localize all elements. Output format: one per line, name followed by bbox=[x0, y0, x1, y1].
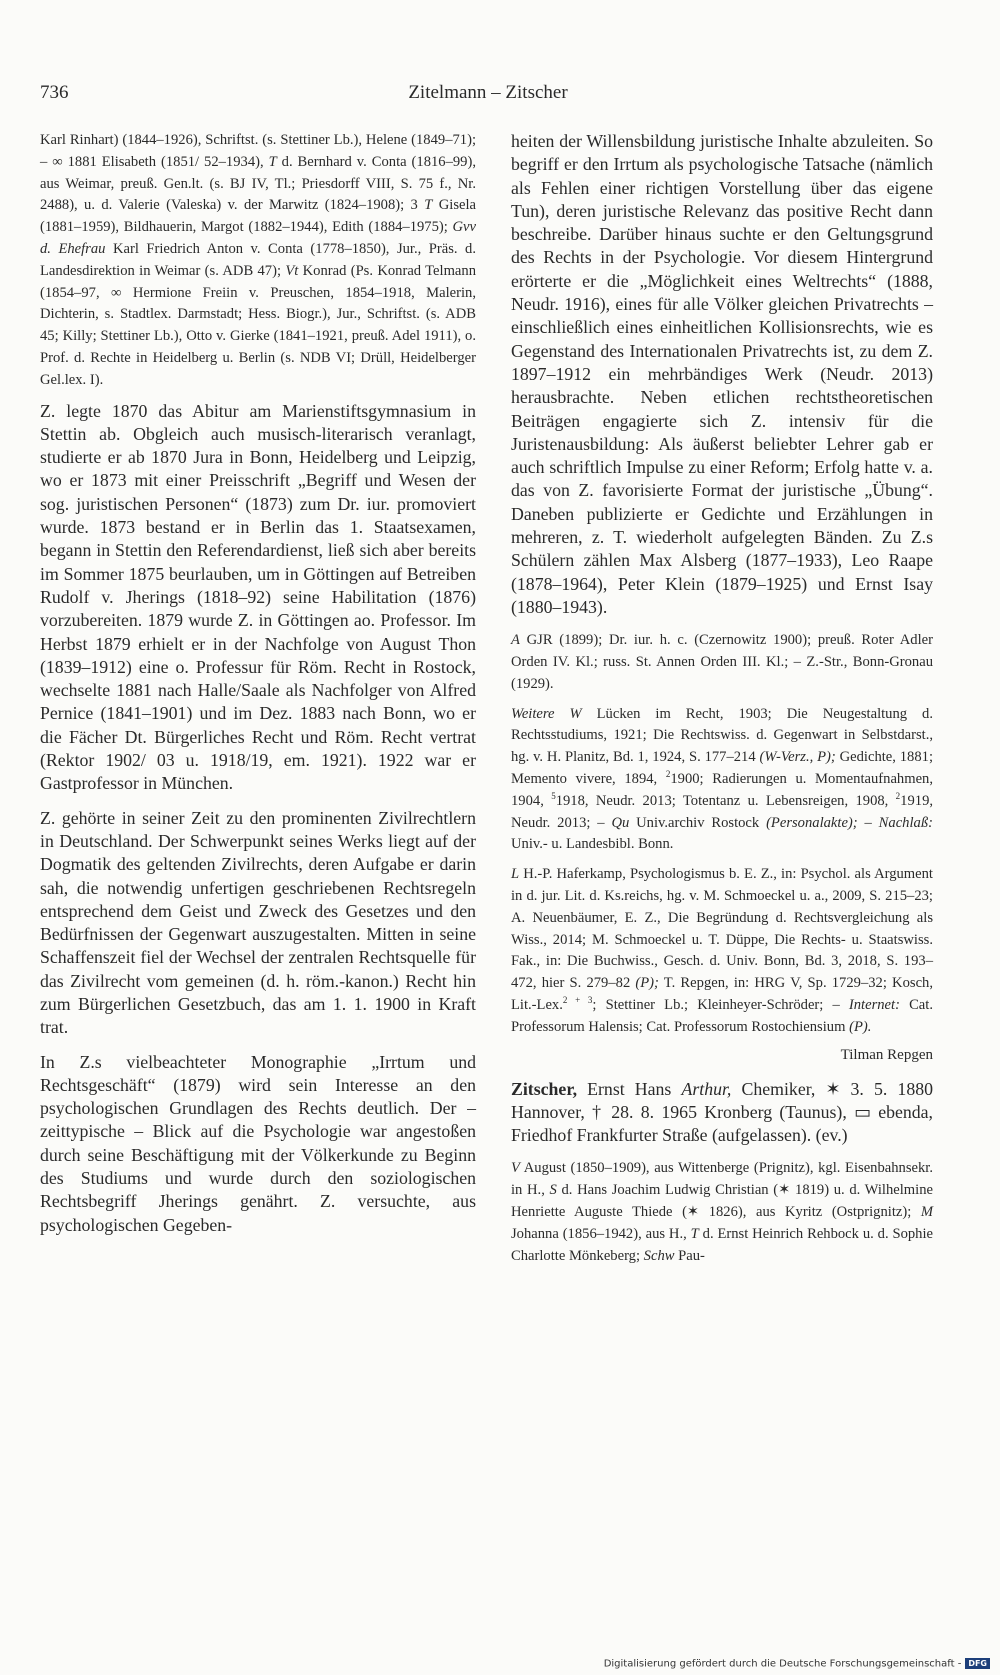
text-run: A bbox=[511, 632, 520, 649]
text-run: Univ.- u. Landesbibl. Bonn. bbox=[511, 836, 674, 853]
text-run: Vt bbox=[285, 262, 299, 279]
paragraph bbox=[40, 807, 476, 1040]
text-run: Gedichte, 1881; Memento vivere, 1894, bbox=[511, 749, 933, 788]
text-run: Pau- bbox=[674, 1247, 705, 1264]
text-run: M bbox=[920, 1204, 933, 1221]
text-run: Gisela (1881–1959), Bildhauerin, Margot (1882–1944), Edith (1884–1975); bbox=[40, 197, 477, 236]
text-run: Lücken im Recht, 1903; Die Neugestaltung d. Rechtsstudiums, 1921; Die Rechtswiss. d. Gegenwart in Selbstdarst., hg. v. H. Planitz, Bd. 1, 1924, S. 177–214 bbox=[511, 705, 933, 766]
page-header bbox=[40, 82, 936, 110]
text-run: (Personalakte); – Nachlaß: bbox=[766, 814, 933, 831]
paragraph bbox=[511, 1158, 933, 1267]
footer-text: Digitalisierung gefördert durch die Deutsche Forschungsgemeinschaft - bbox=[603, 1658, 962, 1669]
text-run: Ernst Hans bbox=[577, 1078, 682, 1099]
paragraph bbox=[40, 130, 476, 392]
text-run: Zitscher, bbox=[511, 1078, 578, 1099]
text-run: T bbox=[268, 153, 277, 170]
text-run: (P); bbox=[635, 975, 659, 992]
text-run: Karl Rinhart) (1844–1926), Schriftst. (s. Stettiner Lb.), Helene (1849–71); – ∞ 1881 Elisabeth (1851/ 52–1934), bbox=[40, 132, 476, 170]
text-run: In Z.s vielbeachteter Monographie „Irrtum und Rechtsgeschäft“ (1879) wird sein Interesse an den psychologischen Grundlagen des Rechts deutlich. Der – zeittypische – Blick auf die Psychologie war angestoßen durch seine Beschäftigung mit der Völkerkunde zu Beginn des Studiums und wurde durch den soziologischen Rechtsbegriff Jherings genährt. Z. versuchte, aus psychologischen Gegeben- bbox=[40, 1051, 476, 1235]
text-run: T bbox=[690, 1225, 699, 1242]
text-run: August (1850–1909), aus Wittenberge (Prignitz), kgl. Eisenbahnsekr. in H., bbox=[511, 1160, 933, 1199]
text-run: d. Bernhard v. Conta (1816–99), aus Weimar, preuß. Gen.lt. (s. BJ IV, Tl.; Priesdorff VIII, S. 75 f., Nr. 2488), u. d. Valerie (Valeska) v. der Marwitz (1824–1908); 3 bbox=[40, 153, 476, 214]
text-run: heiten der Willensbildung juristische Inhalte abzuleiten. So begriff er den Irrtum als psychologische Tatsache (nämlich als Fehlen einer richtigen Vorstellung über das eigene Tun), deren juristische Relevanz das positive Recht dann beschreibe. Darüber hinaus suchte er den Geltungsgrund des Rechts in der Psychologie. Vor diesem Hintergrund erörterte er die „Möglichkeit eines Weltrechts“ (1888, Neudr. 1916), eines für alle Völker gleichen Privatrechts – einschließlich eines einheitlichen Kollisionsrechts, wie es Gegenstand des Internationalen Privatrechts ist, zu dem Z. 1897–1912 ein mehrbändiges Werk (Neudr. 2013) herausbrachte. Neben etlichen rechtstheoretischen Beiträgen engagierte sich Z. intensiv für die Juristenausbildung: Als äußerst beliebter Lehrer gab er auch schriftlich Impulse zu einer Reform; Erfolg hatte v. a. das von Z. favorisierte Format der juristische „Übung“. Daneben publizierte er Gedichte und Erzählungen in mehreren, z. T. wiederholt aufgelegten Bänden. Zu Z.s Schülern zählen Max Alsberg (1877–1933), Leo Raape (1878–1964), Peter Klein (1879–1925) und Ernst Isay (1880–1943). bbox=[511, 131, 933, 617]
author-signature bbox=[511, 1047, 933, 1064]
text-run: 5 bbox=[551, 790, 556, 801]
right-column bbox=[511, 130, 933, 1275]
text-run: Johanna (1856–1942), aus H., bbox=[511, 1225, 691, 1242]
text-run: Internet: bbox=[848, 996, 900, 1013]
text-run: Univ.archiv Rostock bbox=[629, 814, 767, 831]
text-run: Tilman Repgen bbox=[840, 1046, 933, 1063]
text-run: Arthur, bbox=[681, 1078, 732, 1099]
paragraph bbox=[40, 1051, 476, 1237]
text-run: 1900; Radierungen u. Momentaufnahmen, 1904, bbox=[511, 771, 933, 809]
text-run: 1918, Neudr. 2013; Totentanz u. Lebensreigen, 1908, bbox=[555, 792, 896, 809]
text-run: 2 + 3 bbox=[562, 995, 593, 1006]
text-run: (P). bbox=[849, 1018, 872, 1035]
paragraph bbox=[511, 1078, 933, 1148]
paragraph bbox=[511, 704, 933, 857]
text-run: Schw bbox=[643, 1247, 675, 1264]
text-run: Gvv d. Ehefrau bbox=[40, 219, 476, 257]
text-run: T bbox=[424, 197, 433, 214]
text-run: T. Repgen, in: HRG V, Sp. 1729–32; Kosch, Lit.-Lex. bbox=[511, 975, 933, 1013]
dfg-logo-icon: DFG bbox=[965, 1658, 990, 1669]
page-number: 736 bbox=[40, 82, 69, 103]
text-run: S bbox=[549, 1182, 557, 1199]
left-column bbox=[40, 130, 476, 1248]
text-run: GJR (1899); Dr. iur. h. c. (Czernowitz 1900); preuß. Roter Adler Orden IV. Kl.; russ. St. Annen Orden III. Kl.; – Z.-Str., Bonn-Gronau (1929). bbox=[511, 632, 933, 692]
text-run: V bbox=[511, 1160, 520, 1177]
text-run: 1919, Neudr. 2013; – bbox=[511, 792, 934, 831]
text-run: Cat. Professorum Halensis; Cat. Professorum Rostochiensium bbox=[511, 996, 933, 1035]
text-run: Konrad (Ps. Konrad Telmann (1854–97, ∞ Hermione Freiin v. Preuschen, 1854–1918, Malerin, Dichterin, s. Stadtlex. Darmstadt; Hess. Biogr.), Jur., Schriftst. (s. ADB 45; Killy; Stettiner Lb.), Otto v. Gierke (1841–1921, preuß. Adel 1911), o. Prof. d. Rechte in Heidelberg u. Berlin (s. NDB VI; Drüll, Heidelberger Gel.lex. I). bbox=[40, 262, 476, 388]
paragraph bbox=[40, 400, 476, 796]
dfg-footer bbox=[604, 1658, 990, 1670]
text-run: Weitere W bbox=[511, 705, 582, 722]
text-run: Karl Friedrich Anton v. Conta (1778–1850), Jur., Präs. d. Landesdirektion in Weimar (s. ADB 47); bbox=[40, 240, 476, 279]
paragraph bbox=[511, 630, 933, 695]
text-run: d. Hans Joachim Ludwig Christian (✶ 1819) u. d. Wilhelmine Henriette Auguste Thiede (✶ 1826), aus Kyritz (Ostprignitz); bbox=[511, 1182, 933, 1221]
text-run: d. Ernst Heinrich Rehbock u. d. Sophie Charlotte Mönkeberg; bbox=[511, 1225, 934, 1264]
text-run: ; Stettiner Lb.; Kleinheyer-Schröder; – bbox=[592, 996, 849, 1013]
text-run: Qu bbox=[611, 814, 630, 831]
paragraph bbox=[511, 864, 933, 1038]
text-run: Z. gehörte in seiner Zeit zu den prominenten Zivilrechtlern in Deutschland. Der Schwerpunkt seines Werks liegt auf der Dogmatik des geltenden Zivilrechts, deren Aufgabe er darin sah, die notwendig unfertigen geschriebenen Rechtsregeln entsprechend dem Geist und Zweck des Gesetzes und den Bedürfnissen der Gegenwart auszugestalten. Mitten in seine Schaffenszeit fiel der Wechsel der zentralen Rechtsquelle für das Zivilrecht vom gemeinen (d. h. röm.-kanon.) Recht hin zum Bürgerlichen Gesetzbuch, das am 1. 1. 1900 in Kraft trat. bbox=[40, 807, 476, 1038]
text-run: Chemiker, ✶ 3. 5. 1880 Hannover, † 28. 8. 1965 Kronberg (Taunus), ▭ ebenda, Friedhof Frankfurter Straße (aufgelassen). (ev.) bbox=[511, 1078, 933, 1146]
running-head: Zitelmann – Zitscher bbox=[408, 82, 568, 103]
text-run: 2 bbox=[895, 790, 901, 801]
text-run: H.-P. Haferkamp, Psychologismus b. E. Z., in: Psychol. als Argument in d. jur. Lit. d. Ks.reichs, hg. v. M. Schmoeckel u. a., 2009, S. 215–23; A. Neuenbäumer, E. Z., Die Begründung d. Rechtsvergleichung als Wiss., 2014; M. Schmoeckel u. T. Düppe, Die Rechts- u. Staatswiss. Fak., in: Die Buchwiss., Gesch. d. Univ. Bonn, Bd. 3, 2018, S. 193–472, hier S. 279–82 bbox=[511, 866, 933, 992]
text-run: (W-Verz., P); bbox=[759, 749, 836, 766]
text-run: Z. legte 1870 das Abitur am Marienstiftsgymnasium in Stettin ab. Obgleich auch musisch-literarisch veranlagt, studierte er ab 1870 Jura in Bonn, Heidelberg und Leipzig, wo er 1873 mit einer Preisschrift „Begriff und Wesen der sog. juristischen Personen“ (1873) zum Dr. iur. promoviert wurde. 1873 bestand er in Berlin das 1. Staatsexamen, begann in Stettin den Referendardienst, ließ sich aber bereits im Sommer 1875 beurlauben, um in Göttingen auf Betreiben Rudolf v. Jherings (1818–92) seine Habilitation (1876) vorzubereiten. 1879 wurde Z. in Göttingen ao. Professor. Im Herbst 1879 erhielt er in der Nachfolge von August Thon (1839–1912) eine o. Professur für Röm. Recht in Rostock, wechselte 1881 nach Halle/Saale als Nachfolger von Alfred Pernice (1841–1901) und im Dez. 1883 nach Bonn, wo er die Fächer Dt. Bürgerliches Recht und Röm. Recht vertrat (Rektor 1902/ 03 u. 1918/19, em. 1921). 1922 war er Gastprofessor in München. bbox=[40, 400, 476, 794]
paragraph bbox=[511, 130, 933, 619]
text-run: L bbox=[511, 866, 520, 883]
text-run: 2 bbox=[665, 769, 671, 780]
